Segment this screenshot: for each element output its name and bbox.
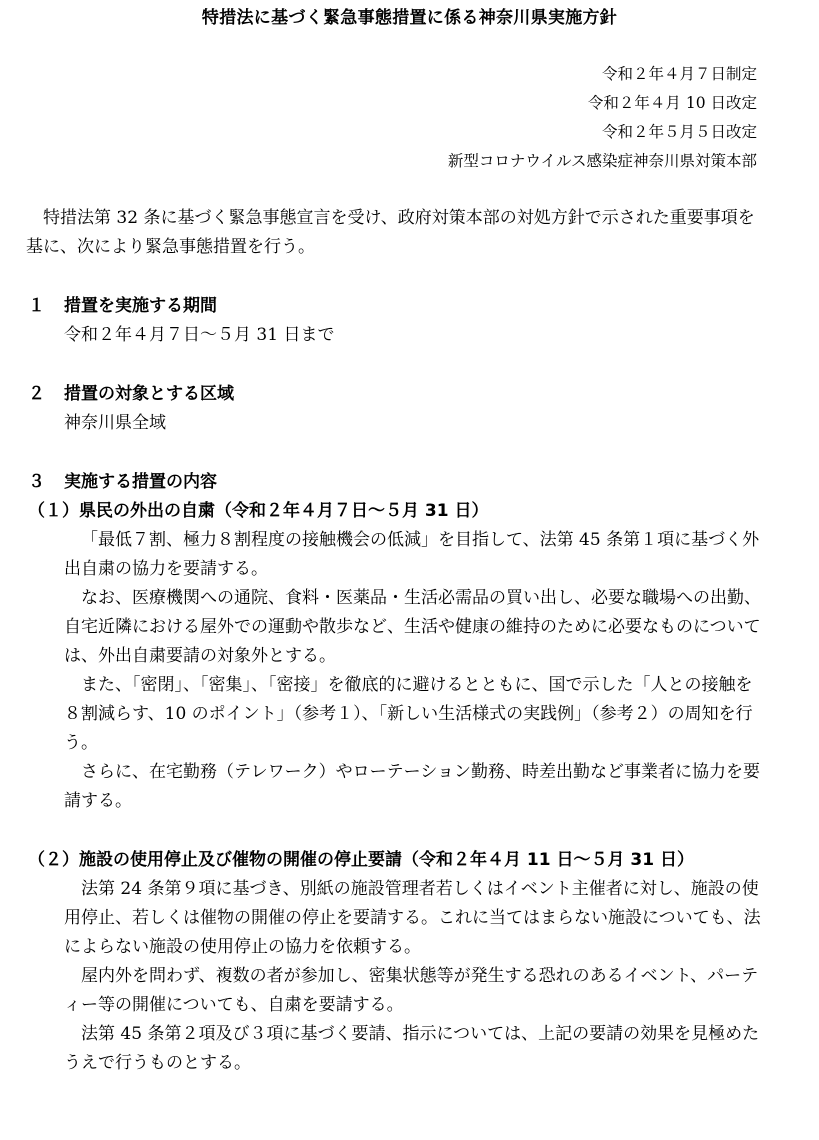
section-3-number: ３ xyxy=(28,472,45,492)
section-2-number: ２ xyxy=(28,384,45,404)
subsection-1-paragraph-2: なお、医療機関への通院、食料・医薬品・生活必需品の買い出し、必要な職場への出勤、自宅近隣における屋外での運動や散歩など、生活や健康の維持のために必要なものについては、外出自粛要請の対象外とする。 xyxy=(64,588,761,666)
lead-paragraph: 特措法第 32 条に基づく緊急事態宣言を受け、政府対策本部の対処方針で示された重要事項を基に、次により緊急事態措置を行う。 xyxy=(26,208,755,257)
section-1-title: 措置を実施する期間 xyxy=(64,296,217,316)
subsection-1-paragraph-1: 「最低７割、極力８割程度の接触機会の低減」を目指して、法第 45 条第１項に基づく外出自粛の協力を要請する。 xyxy=(64,530,760,579)
section-2-body: 神奈川県全域 xyxy=(64,413,166,433)
subsection-2-paragraph-2: 屋内外を問わず、複数の者が参加し、密集状態等が発生する恐れのあるイベント、パーティー等の開催についても、自粛を要請する。 xyxy=(64,966,759,1015)
revised-date-1: 令和２年４月 10 日改定 xyxy=(587,94,757,112)
section-1-number: １ xyxy=(28,296,45,316)
subsection-2-paragraph-3: 法第 45 条第２項及び３項に基づく要請、指示については、上記の要請の効果を見極めたうえで行うものとする。 xyxy=(64,1024,760,1073)
issuing-body: 新型コロナウイルス感染症神奈川県対策本部 xyxy=(447,152,757,170)
section-1-body: 令和２年４月７日～５月 31 日まで xyxy=(64,325,335,345)
section-3-heading xyxy=(28,468,217,497)
document-title: 特措法に基づく緊急事態措置に係る神奈川県実施方針 xyxy=(201,8,618,28)
subsection-1-paragraph-3: また、「密閉」、「密集」、「密接」を徹底的に避けるとともに、国で示した「人との接触を８割減らす、10 のポイント」（参考１）、「新しい生活様式の実践例」（参考２）の周知を行う。 xyxy=(64,675,753,753)
revised-date-2: 令和２年５月５日改定 xyxy=(601,123,757,141)
subsection-1-paragraph-4: さらに、在宅勤務（テレワーク）やローテーション勤務、時差出勤など事業者に協力を要請する。 xyxy=(64,762,760,811)
subsection-1-heading: （１）県民の外出の自粛（令和２年４月７日～５月 31 日） xyxy=(28,501,489,521)
subsection-2-heading: （２）施設の使用停止及び催物の開催の停止要請（令和２年４月 11 日～５月 31 日） xyxy=(28,850,694,870)
section-2-title: 措置の対象とする区域 xyxy=(64,384,234,404)
subsection-2-paragraph-1: 法第 24 条第９項に基づき、別紙の施設管理者若しくはイベント主催者に対し、施設の使用停止、若しくは催物の開催の停止を要請する。これに当てはまらない施設についても、法によらない施設の使用停止の協力を依頼する。 xyxy=(64,879,761,957)
enacted-date: 令和２年４月７日制定 xyxy=(601,65,757,83)
section-2-heading xyxy=(28,380,234,409)
section-3-title: 実施する措置の内容 xyxy=(64,472,217,492)
revision-history xyxy=(448,60,757,176)
section-1-heading xyxy=(28,292,217,321)
